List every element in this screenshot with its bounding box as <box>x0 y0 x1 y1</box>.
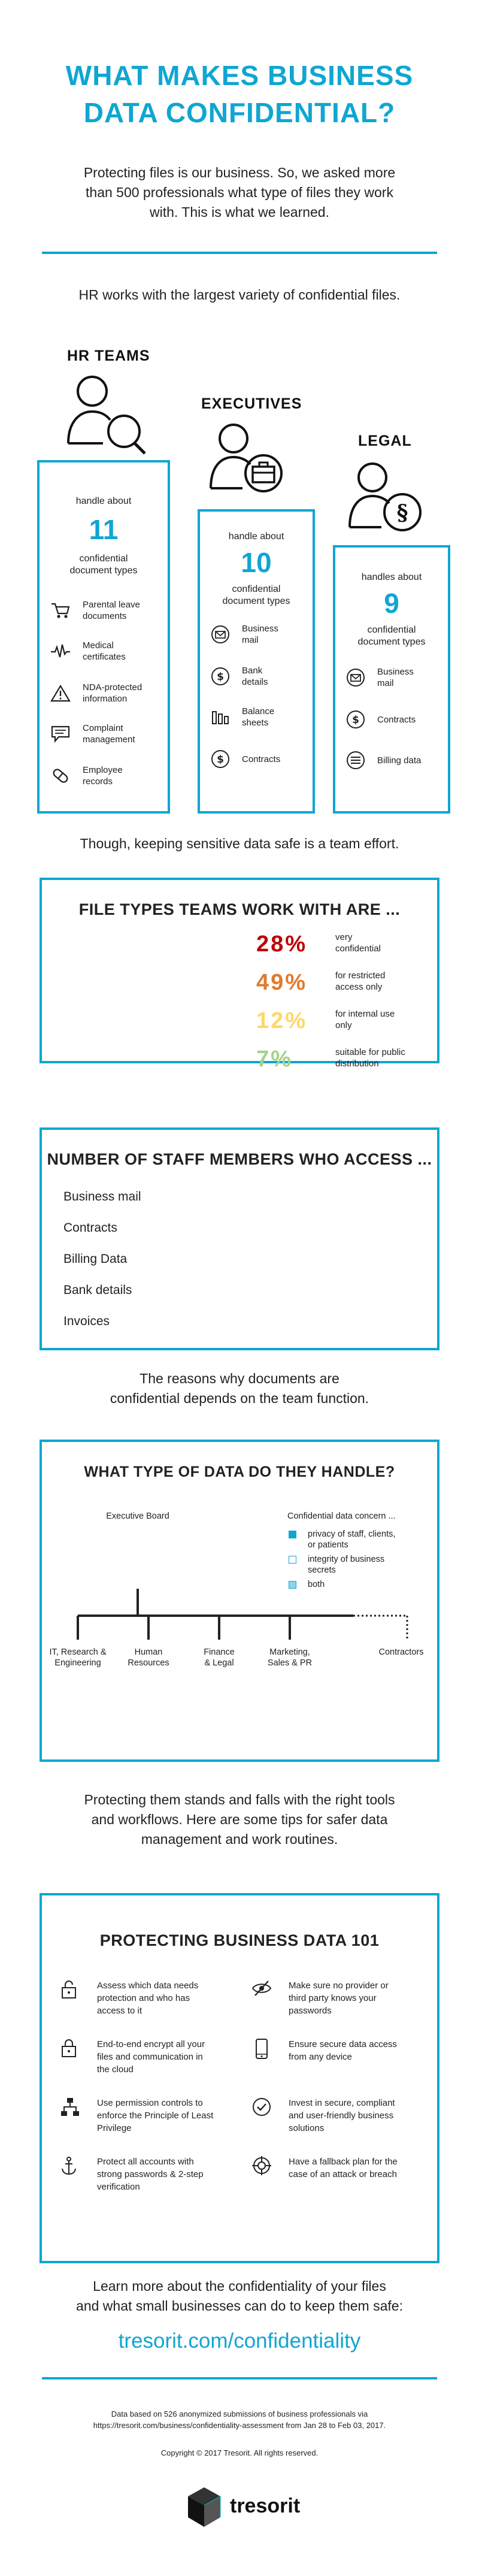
lock-icon <box>60 1979 78 2000</box>
hr-count: 11 <box>89 514 119 545</box>
tip-item: Use permission controls to enforce the Principle of Least Privilege <box>60 2097 240 2134</box>
legal-item: Billing data <box>346 745 455 775</box>
exec-item: Business mail <box>211 619 320 649</box>
lifebuoy-icon <box>251 2155 272 2176</box>
tip-item: Make sure no provider or third party knows your passwords <box>251 1979 431 2017</box>
legend-entry: both <box>287 1579 437 1590</box>
exec-item: $ Contracts <box>211 744 320 774</box>
tresorit-logo-icon <box>186 2486 223 2528</box>
dollar-icon <box>346 710 365 728</box>
hr-item: NDA-protected information <box>50 678 160 708</box>
pill-icon <box>50 767 71 785</box>
hr-item: Parental leave documents <box>50 595 160 625</box>
legend-entry: 49% for restricted access only <box>256 970 386 995</box>
dollar-icon <box>211 667 230 685</box>
phone-icon <box>254 2038 269 2060</box>
legend-entry: 7% suitable for public distribution <box>256 1047 405 1072</box>
staff-panel <box>40 1127 439 1350</box>
legal-card: handles about 9 confidential document types Business mail $ Contracts Billing data <box>333 545 450 814</box>
tip-item: End-to-end encrypt all your files and communication in the cloud <box>60 2038 240 2076</box>
staff-row: Bank details <box>63 1283 132 1297</box>
svg-text:$: $ <box>352 714 359 726</box>
lock-icon <box>60 2038 78 2058</box>
staff-row: Invoices <box>63 1314 110 1328</box>
legend-entry: integrity of business secrets <box>287 1554 437 1576</box>
intro-text: Protecting files is our business. So, we asked more than 500 professionals what type of files they work with. This is what we learned. <box>83 165 396 220</box>
divider <box>42 252 437 254</box>
hr-item: Complaint management <box>50 719 160 749</box>
svg-text:$: $ <box>217 671 224 683</box>
exec-title: EXECUTIVES <box>201 395 302 412</box>
tip-item: Protect all accounts with strong passwords & 2-step verification <box>60 2155 240 2193</box>
legal-title: LEGAL <box>358 433 412 449</box>
pulse-icon <box>50 642 71 660</box>
legend-entry: privacy of staff, clients, or patients <box>287 1529 437 1550</box>
dept-label: Marketing, Sales & PR <box>267 1647 313 1668</box>
legal-count: 9 <box>384 588 399 619</box>
tip-item: Have a fallback plan for the case of an attack or breach <box>251 2155 431 2181</box>
chat-icon <box>50 725 71 743</box>
hr-item: Medical certificates <box>50 636 160 666</box>
board-label: Executive Board <box>106 1511 169 1521</box>
dollar-icon <box>211 750 230 768</box>
hr-item: Employee records <box>50 761 160 791</box>
file-types-pie <box>66 928 204 1048</box>
lines-icon <box>346 751 365 769</box>
anchor-icon <box>60 2155 78 2176</box>
page-title: WHAT MAKES BUSINESS DATA CONFIDENTIAL? <box>65 60 414 128</box>
tip-item: Invest in secure, compliant and user-friendly business solutions <box>251 2097 431 2134</box>
file-types-title: FILE TYPES TEAMS WORK WITH ARE ... <box>78 900 401 918</box>
legend-entry: 12% for internal use only <box>256 1008 395 1033</box>
legal-item: Business mail <box>346 663 455 693</box>
cta-text: Learn more about the confidentiality of your files and what small businesses can do to keep them safe: <box>76 2278 403 2314</box>
tips-panel <box>40 1893 439 2263</box>
exec-count: 10 <box>241 547 272 578</box>
data-type-panel <box>40 1440 439 1762</box>
exec-person-icon <box>210 422 287 494</box>
dept-label: Contractors <box>378 1647 424 1657</box>
bars-icon <box>211 708 230 726</box>
team-effort-text: Though, keeping sensitive data safe is a team effort. <box>80 836 399 851</box>
data-type-title: WHAT TYPE OF DATA DO THEY HANDLE? <box>84 1464 395 1480</box>
tip-item: Ensure secure data access from any device <box>251 2038 431 2063</box>
dept-label: IT, Research & Engineering <box>49 1647 107 1668</box>
exec-item: $ Bank details <box>211 661 320 691</box>
eye-slash-icon <box>251 1979 272 1997</box>
tools-text: Protecting them stands and falls with the right tools and workflows. Here are some tips for safer data management and work routines. <box>84 1792 395 1847</box>
dept-label: Human Resources <box>128 1647 169 1668</box>
footer-note: Data based on 526 anonymized submissions of business professionals via https://tresorit.com/business/confidentiality-assessment from Jan 28 to Feb 03, 2017. <box>93 2409 386 2430</box>
staff-row: Business mail <box>63 1190 141 1204</box>
tips-title: PROTECTING BUSINESS DATA 101 <box>99 1931 380 1949</box>
exec-item: Balance sheets <box>211 702 320 732</box>
teams-intro: HR works with the largest variety of confidential files. <box>78 287 401 303</box>
brand-name: tresorit <box>230 2495 301 2517</box>
legal-person-icon <box>348 461 426 533</box>
tresorit-logo[interactable] <box>186 2486 305 2528</box>
legal-item: $ Contracts <box>346 705 455 734</box>
hr-person-icon <box>67 374 151 455</box>
confidentiality-link[interactable]: tresorit.com/confidentiality <box>118 2329 361 2353</box>
file-types-panel <box>40 878 439 1072</box>
divider <box>42 2377 437 2380</box>
staff-row: Contracts <box>63 1221 117 1235</box>
org-chart <box>42 1526 437 1759</box>
warning-icon <box>50 684 71 702</box>
hr-card: handle about 11 confidential document types Parental leave documents Medical certificates NDA-protected information Complaint management Employee records <box>37 460 170 814</box>
hr-title: HR TEAMS <box>67 347 150 364</box>
staff-row: Billing Data <box>63 1252 128 1266</box>
check-circle-icon <box>251 2097 272 2117</box>
data-type-legend: Confidential data concern ... privacy of staff, clients, or patients integrity of business secrets both <box>287 1511 437 1522</box>
hierarchy-icon <box>60 2097 80 2117</box>
copyright: Copyright © 2017 Tresorit. All rights reserved. <box>160 2448 319 2457</box>
tip-item: Assess which data needs protection and who has access to it <box>60 1979 240 2017</box>
svg-text:§: § <box>396 500 408 525</box>
svg-text:$: $ <box>217 754 224 766</box>
legend-entry: 28% very confidential <box>256 932 381 957</box>
mail-icon <box>346 669 365 687</box>
dept-label: Finance & Legal <box>204 1647 235 1668</box>
mail-icon <box>211 625 230 643</box>
reasons-text: The reasons why documents are confidential depends on the team function. <box>110 1371 369 1406</box>
cart-icon <box>50 601 71 619</box>
exec-card: handle about 10 confidential document types Business mail $ Bank details Balance sheets $ Contracts <box>198 509 315 814</box>
staff-title: NUMBER OF STAFF MEMBERS WHO ACCESS ... <box>47 1150 432 1168</box>
